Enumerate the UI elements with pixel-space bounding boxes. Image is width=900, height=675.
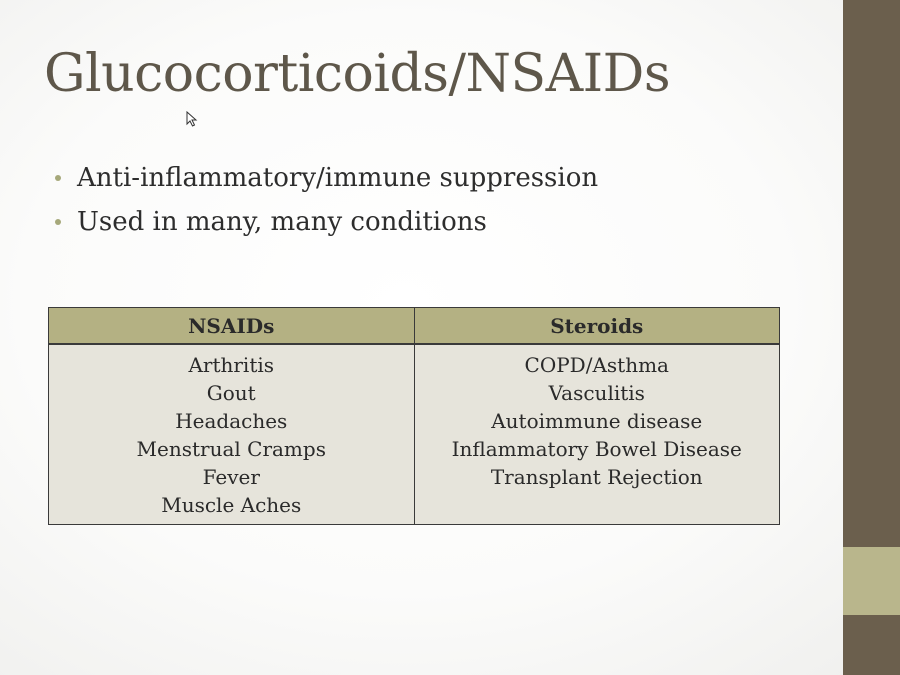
list-item: COPD/Asthma — [524, 353, 669, 377]
nsaids-conditions-cell — [49, 344, 415, 525]
bullet-dot — [55, 175, 61, 181]
steroids-conditions-cell — [414, 344, 780, 525]
list-item: Transplant Rejection — [490, 465, 703, 489]
list-item: Fever — [202, 465, 260, 489]
mouse-pointer-icon — [186, 111, 198, 127]
bullet-dot — [55, 219, 61, 225]
list-item: Menstrual Cramps — [136, 437, 326, 461]
column-header-nsaids: NSAIDs — [49, 308, 415, 345]
list-item: Gout — [206, 381, 256, 405]
list-item: Muscle Aches — [161, 493, 302, 517]
bullet-text: Used in many, many conditions — [77, 207, 487, 237]
bullet-item — [52, 158, 598, 202]
bullet-list — [52, 158, 598, 246]
list-item: Autoimmune disease — [491, 409, 703, 433]
bullet-item — [52, 202, 598, 246]
slide-title: Glucocorticoids/NSAIDs — [44, 44, 671, 104]
table-header-row — [49, 308, 780, 345]
decorative-side-accent — [843, 547, 900, 615]
column-header-steroids: Steroids — [414, 308, 780, 345]
conditions-table — [48, 307, 780, 525]
list-item: Headaches — [175, 409, 288, 433]
list-item: Inflammatory Bowel Disease — [451, 437, 742, 461]
list-item: Vasculitis — [548, 381, 645, 405]
table-row — [49, 344, 780, 525]
bullet-text: Anti-inflammatory/immune suppression — [77, 163, 599, 193]
list-item: Arthritis — [188, 353, 275, 377]
